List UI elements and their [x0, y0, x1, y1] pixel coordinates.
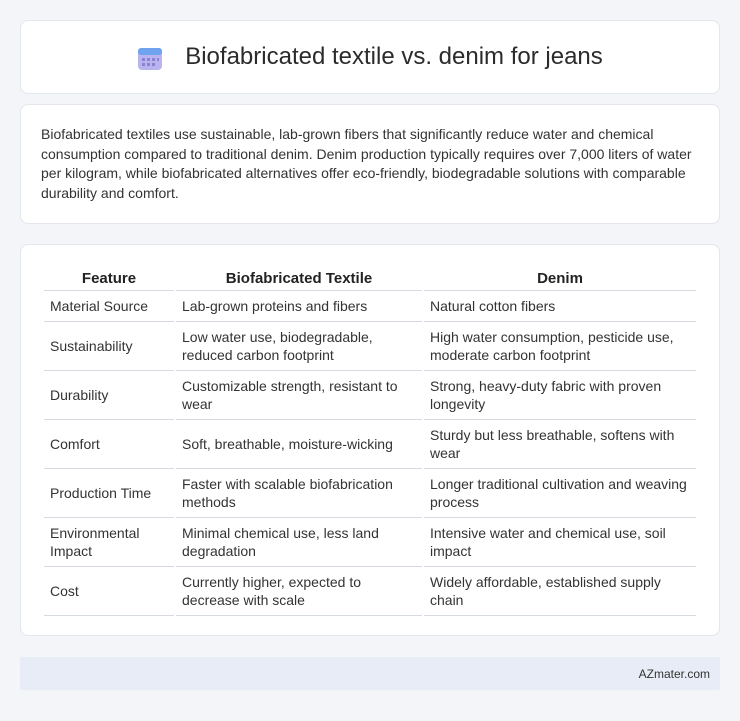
intro-paragraph: Biofabricated textiles use sustainable, lab-grown fibers that significantly reduce water and chemical consumption compared to traditional denim. Denim production typically requires over 7,000 liters of water per kilogram, while biofabricated alternatives offer eco-friendly, biodegradable solutions with comparable durability and comfort.	[41, 126, 692, 201]
calendar-icon	[137, 45, 163, 71]
denim-cell: High water consumption, pesticide use, moderate carbon footprint	[424, 322, 696, 371]
comparison-table-card	[20, 244, 720, 636]
table-header-row	[44, 265, 696, 291]
header-feature: Feature	[44, 265, 174, 291]
feature-cell: Sustainability	[44, 322, 174, 371]
denim-cell: Natural cotton fibers	[424, 291, 696, 322]
denim-cell: Widely affordable, established supply chain	[424, 567, 696, 616]
biofabricated-cell: Faster with scalable biofabrication methods	[176, 469, 422, 518]
table-row	[44, 567, 696, 616]
footer-bar	[20, 657, 720, 690]
table-row	[44, 291, 696, 322]
feature-cell: Cost	[44, 567, 174, 616]
comparison-table	[42, 265, 698, 616]
denim-cell: Strong, heavy-duty fabric with proven longevity	[424, 371, 696, 420]
biofabricated-cell: Minimal chemical use, less land degradation	[176, 518, 422, 567]
table-row	[44, 322, 696, 371]
denim-cell: Sturdy but less breathable, softens with wear	[424, 420, 696, 469]
title-card	[20, 20, 720, 94]
feature-cell: Comfort	[44, 420, 174, 469]
table-row	[44, 420, 696, 469]
biofabricated-cell: Soft, breathable, moisture-wicking	[176, 420, 422, 469]
table-row	[44, 469, 696, 518]
intro-card	[20, 104, 720, 224]
feature-cell: Production Time	[44, 469, 174, 518]
table-row	[44, 371, 696, 420]
denim-cell: Longer traditional cultivation and weaving process	[424, 469, 696, 518]
biofabricated-cell: Low water use, biodegradable, reduced carbon footprint	[176, 322, 422, 371]
header-denim: Denim	[424, 265, 696, 291]
feature-cell: Material Source	[44, 291, 174, 322]
biofabricated-cell: Lab-grown proteins and fibers	[176, 291, 422, 322]
denim-cell: Intensive water and chemical use, soil impact	[424, 518, 696, 567]
header-biofabricated: Biofabricated Textile	[176, 265, 422, 291]
biofabricated-cell: Customizable strength, resistant to wear	[176, 371, 422, 420]
feature-cell: Durability	[44, 371, 174, 420]
footer-brand[interactable]: AZmater.com	[638, 666, 710, 681]
page-title: Biofabricated textile vs. denim for jeans	[185, 43, 603, 70]
biofabricated-cell: Currently higher, expected to decrease with scale	[176, 567, 422, 616]
feature-cell: Environmental Impact	[44, 518, 174, 567]
table-row	[44, 518, 696, 567]
